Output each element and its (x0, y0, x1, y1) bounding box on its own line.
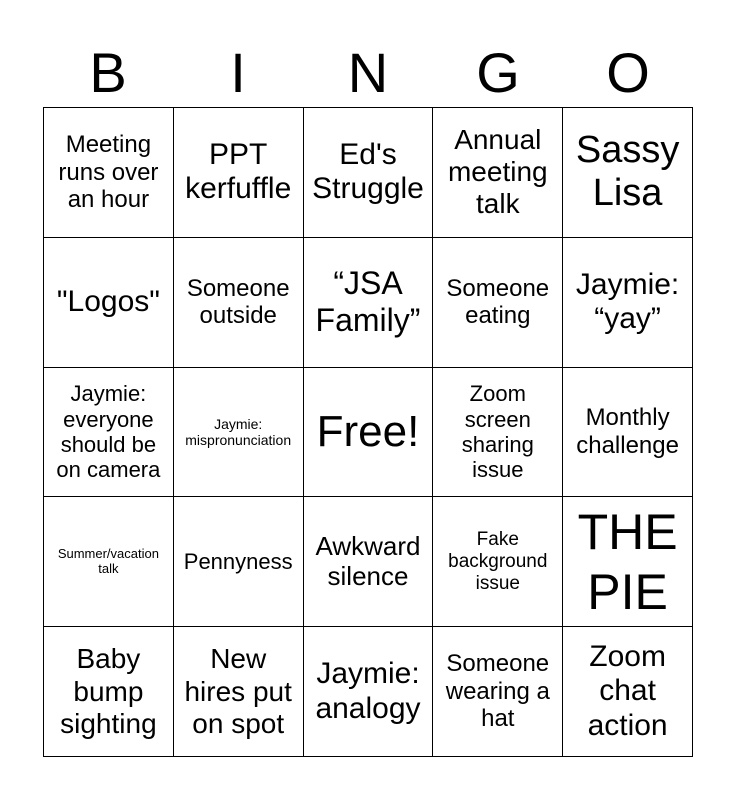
bingo-cell[interactable]: Jaymie: “yay” (563, 238, 693, 368)
bingo-cell[interactable]: Someone wearing a hat (433, 627, 563, 757)
bingo-cell[interactable]: Sassy Lisa (563, 108, 693, 238)
header-letter-b: B (89, 41, 127, 104)
bingo-cell[interactable]: Monthly challenge (563, 368, 693, 498)
bingo-cell[interactable]: Zoom chat action (563, 627, 693, 757)
header-letter-i: I (230, 41, 246, 104)
bingo-cell[interactable]: Jaymie: analogy (304, 627, 434, 757)
bingo-cell[interactable]: Zoom screen sharing issue (433, 368, 563, 498)
bingo-cell[interactable]: Meeting runs over an hour (44, 108, 174, 238)
bingo-cell[interactable]: Jaymie: mispronunciation (174, 368, 304, 498)
bingo-cell[interactable]: "Logos" (44, 238, 174, 368)
bingo-cell[interactable]: Pennyness (174, 497, 304, 627)
bingo-cell[interactable]: Fake background issue (433, 497, 563, 627)
bingo-cell[interactable]: Someone eating (433, 238, 563, 368)
bingo-cell[interactable]: THE PIE (563, 497, 693, 627)
bingo-cell[interactable]: PPT kerfuffle (174, 108, 304, 238)
bingo-cell[interactable]: Baby bump sighting (44, 627, 174, 757)
bingo-cell-free[interactable]: Free! (304, 368, 434, 498)
bingo-cell[interactable]: Awkward silence (304, 497, 434, 627)
bingo-header (43, 40, 693, 106)
bingo-cell[interactable]: “JSA Family” (304, 238, 434, 368)
bingo-cell[interactable]: Annual meeting talk (433, 108, 563, 238)
bingo-cell[interactable]: Ed's Struggle (304, 108, 434, 238)
header-letter-o: O (606, 41, 650, 104)
bingo-cell[interactable]: Summer/vacation talk (44, 497, 174, 627)
bingo-cell[interactable]: New hires put on spot (174, 627, 304, 757)
header-letter-n: N (347, 41, 389, 104)
bingo-cell[interactable]: Jaymie: everyone should be on camera (44, 368, 174, 498)
bingo-cell[interactable]: Someone outside (174, 238, 304, 368)
header-letter-g: G (476, 41, 520, 104)
bingo-card-grid (43, 107, 693, 757)
